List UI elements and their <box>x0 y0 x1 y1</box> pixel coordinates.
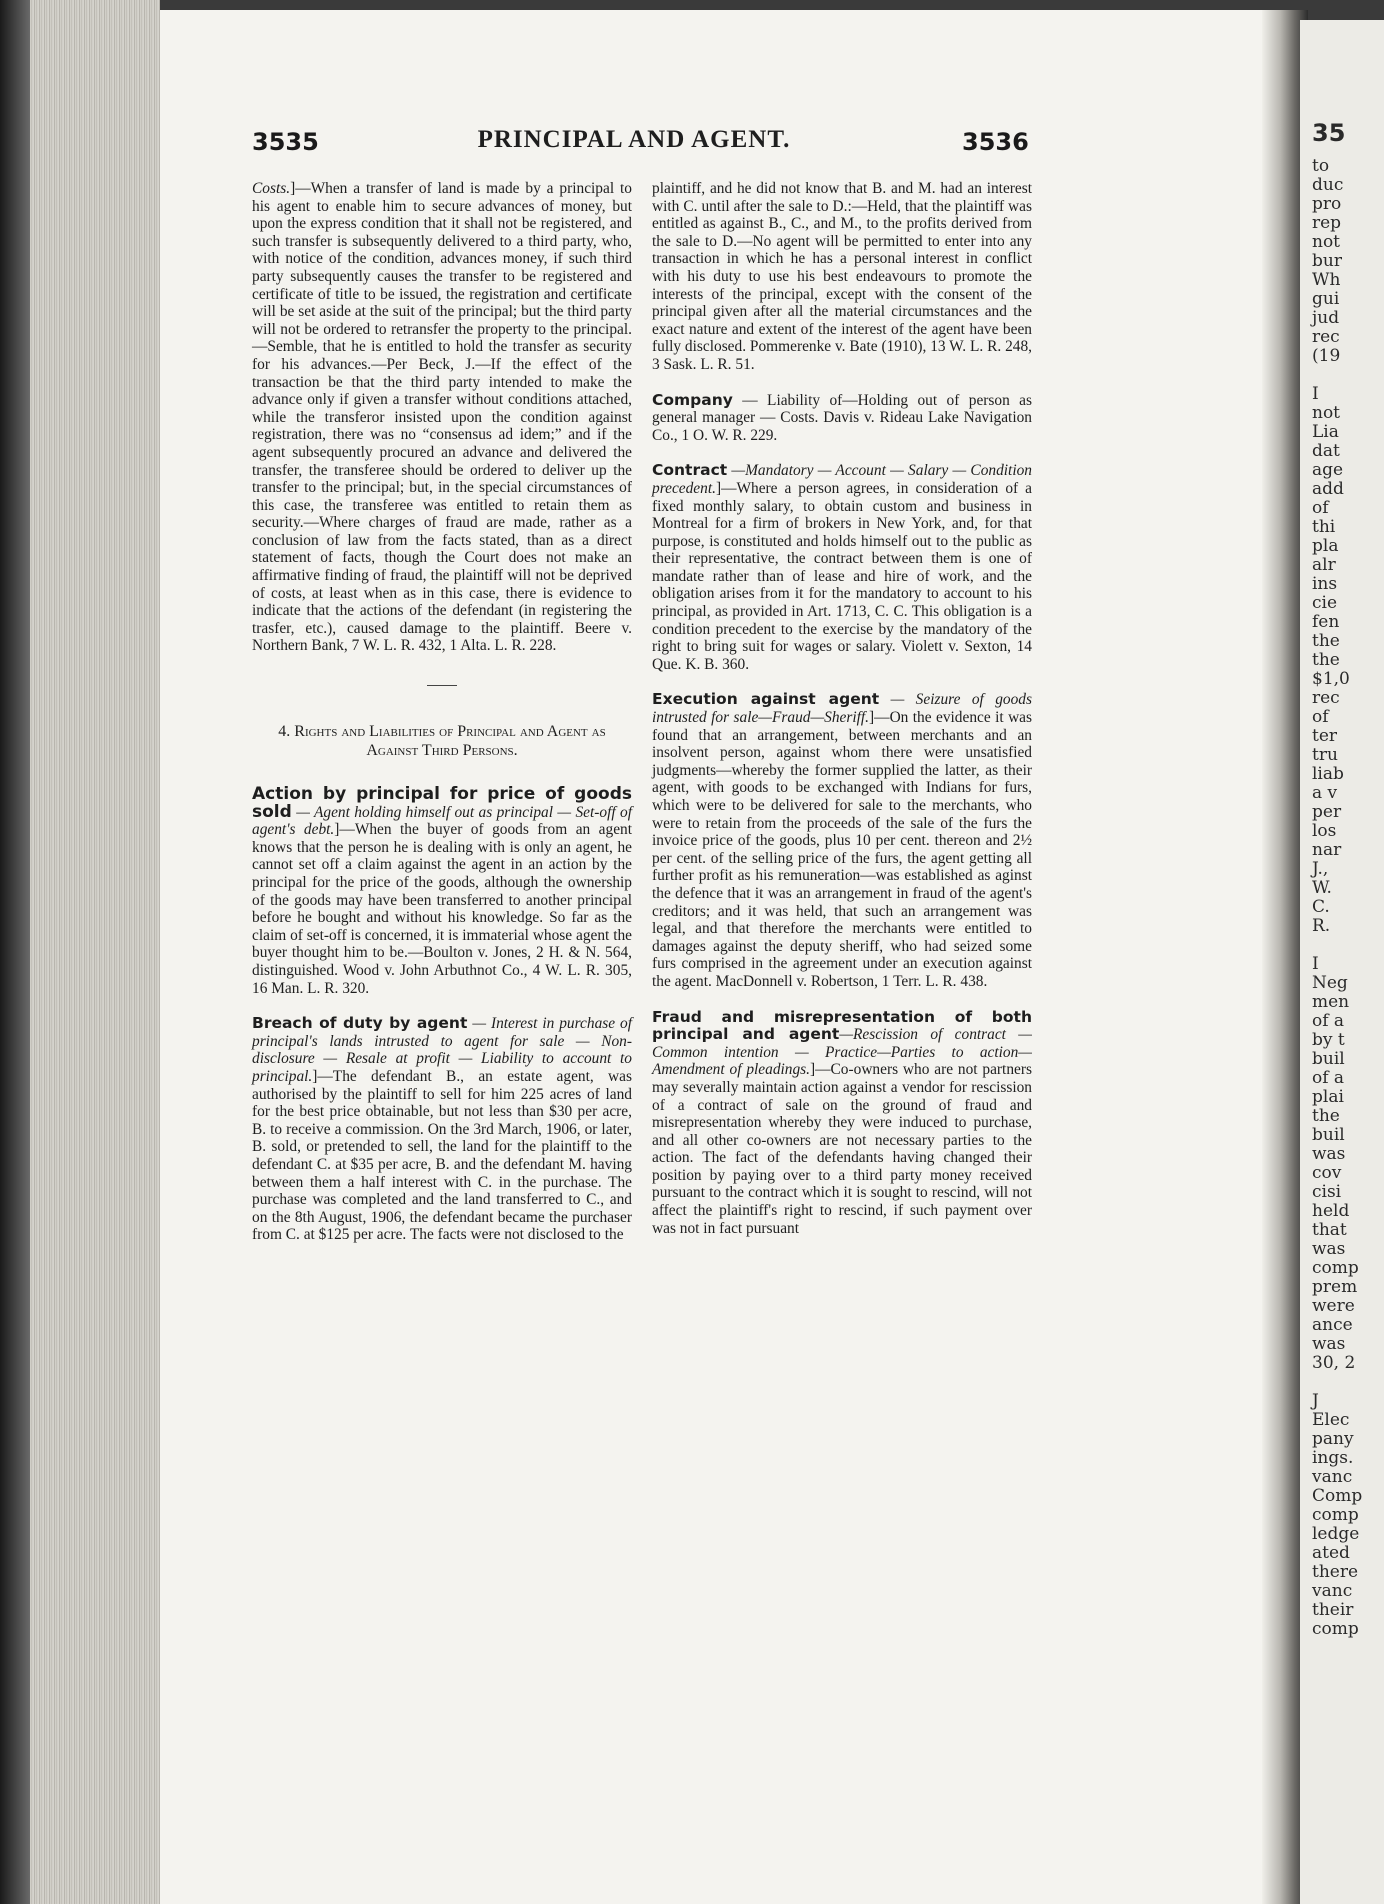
next-page-line: pro <box>1312 194 1342 214</box>
next-page-line: to <box>1312 156 1330 176</box>
next-page-line: not <box>1312 232 1341 252</box>
next-page-line: rep <box>1312 213 1342 233</box>
next-page-line: rec <box>1312 327 1340 347</box>
next-page-line: C. <box>1312 897 1330 917</box>
next-page-line: comp <box>1312 1505 1359 1525</box>
section-divider <box>427 685 457 686</box>
next-page-line: ter <box>1312 726 1338 746</box>
next-page-line: cisi <box>1312 1182 1342 1202</box>
next-page-line: fen <box>1312 612 1340 632</box>
right-page-number: 3536 <box>962 128 1029 156</box>
next-page-line: ledge <box>1312 1524 1360 1544</box>
next-page-line: los <box>1312 821 1337 841</box>
case-heading: Execution against agent <box>652 690 880 709</box>
next-page-line: ins <box>1312 574 1338 594</box>
next-page-line: held <box>1312 1201 1350 1221</box>
paragraph <box>652 392 1032 445</box>
paragraph <box>252 1015 632 1244</box>
next-page-line: nar <box>1312 840 1342 860</box>
case-subheading: —Mandatory — Account — Salary — Condition precedent. <box>652 462 1032 497</box>
next-page-line: that <box>1312 1220 1347 1240</box>
next-page-line: bur <box>1312 251 1342 271</box>
next-page-line: their <box>1312 1600 1354 1620</box>
next-page-line: Elec <box>1312 1410 1350 1430</box>
next-page-line: comp <box>1312 1258 1359 1278</box>
next-page-line: the <box>1312 631 1340 651</box>
next-page-line: age <box>1312 460 1344 480</box>
next-page-line: liab <box>1312 764 1344 784</box>
next-page-line: Neg <box>1312 973 1348 993</box>
next-page-line: I <box>1312 954 1319 974</box>
next-page-line: (19 <box>1312 346 1341 366</box>
right-column <box>652 180 1032 1255</box>
next-page-line: per <box>1312 802 1342 822</box>
paragraph-text: ]—Where a person agrees, in consideration of a fixed monthly salary, to obtain custom and business in Montreal for a firm of brokers in New York, and, for that purpose, is constituted and holds himself out to the public as their representative, the contract between them is one of mandate rather than of lease and hire of work, and the obligation arises from it for the mandatory to account to his principal, as provided in Art. 1713, C. C. This obligation is a condition precedent to the exercise by the mandatory of the right to bring suit for wages or salary. Violett v. Sexton, 14 Que. K. B. 360. <box>652 479 1032 673</box>
next-page-line: a v <box>1312 783 1338 803</box>
next-page-line: duc <box>1312 175 1344 195</box>
left-page-number: 3535 <box>252 128 319 156</box>
next-page-number: 35 <box>1312 119 1346 147</box>
next-page-line: by t <box>1312 1030 1345 1050</box>
next-page-line: comp <box>1312 1619 1359 1639</box>
next-page-line: of <box>1312 707 1329 727</box>
paragraph-text: ]—The defendant B., an estate agent, was authorised by the plaintiff to sell for him 225 acres of land for the best price obtainable, but not less than $30 per acre, B. to receive a commission. On the 3rd March, 1906, or later, B. sold, or pretended to sell, the land for the plaintiff to the defendant C. at $35 per acre, B. and the defendant M. having between them a half interest with C. in the purchase. The purchase was completed and the land transferred to C., and on the 8th August, 1906, the defendant became the purchaser from C. at $125 per acre. The facts were not disclosed to the <box>252 1067 632 1244</box>
left-column <box>252 180 632 1262</box>
next-page-line: J <box>1312 1391 1319 1411</box>
paragraph-lead: Costs. <box>252 180 291 197</box>
next-page-line <box>1300 1373 1384 1392</box>
paragraph-text: ]—When the buyer of goods from an agent knows that the person he is dealing with is only an agent, he cannot set off a claim against the agent in an action by the principal for the price of the goods, although the ownership of the goods may have been transferred to another principal before he bought and without his knowledge. So far as the claim of set-off is concerned, it is immaterial whose agent the buyer thought him to be.—Boulton v. Jones, 2 H. & N. 564, distinguished. Wood v. John Arbuthnot Co., 4 W. L. R. 305, 16 Man. L. R. 320. <box>252 821 633 997</box>
case-heading: Company <box>652 390 733 409</box>
next-page-line: prem <box>1312 1277 1358 1297</box>
paragraph <box>652 462 1032 673</box>
paragraph-text: plaintiff, and he did not know that B. and M. had an interest with C. until after the sale to D.:—Held, that the plaintiff was entitled as against B., C., and M., to the profits derived from the sale to D.—No agent will be permitted to enter into any transaction in which he has a personal interest in conflict with his duty to use his best endeavours to promote the interests of the principal, except with the consent of the principal given after all the material circumstances and the exact nature and extent of the interest of the agent have been fully disclosed. Pommerenke v. Bate (1910), 13 W. L. R. 248, 3 Sask. L. R. 51. <box>652 180 1032 373</box>
next-page-line: dat <box>1312 441 1340 461</box>
next-page-line: alr <box>1312 555 1336 575</box>
next-page-line: the <box>1312 650 1340 670</box>
next-page-line: vanc <box>1312 1581 1353 1601</box>
case-subheading: —Rescission of contract — Common intention — Practice—Parties to action—Amendment of pleadings. <box>652 1026 1032 1079</box>
case-heading: Fraud and misrepresentation of both principal and agent <box>652 1007 1032 1044</box>
paragraph <box>252 786 632 997</box>
next-page-line: was <box>1312 1334 1346 1354</box>
next-page-line: was <box>1312 1239 1346 1259</box>
next-page-line: pany <box>1312 1429 1354 1449</box>
next-page-line <box>1300 366 1384 385</box>
next-page-line: of <box>1312 498 1329 518</box>
next-page-line: plai <box>1312 1087 1344 1107</box>
next-page-line: gui <box>1312 289 1340 309</box>
paragraph-text: ]—Co-owners who are not partners may severally maintain action against a vendor for rescission of a contract of sale on the ground of fraud and misrepresentation whereby they were induced to purchase, and all other co-owners are not necessary parties to the action. The fact of the defendants having changed their position by paying over to a third party money received pursuant to the contract which it is sought to rescind, will not affect the plaintiff's right to rescind, if such payment over was not in fact pursuant <box>652 1061 1032 1237</box>
next-page-line: were <box>1312 1296 1355 1316</box>
next-page-line: of a <box>1312 1068 1345 1088</box>
case-heading: Action by principal for price of goods sold <box>252 784 632 822</box>
case-subheading: — Agent holding himself out as principal — Set-off of agent's debt. <box>252 803 632 839</box>
paragraph <box>652 691 1032 990</box>
running-head: PRINCIPAL AND AGENT. <box>477 126 791 153</box>
next-page-line: thi <box>1312 517 1336 537</box>
next-page-line: the <box>1312 1106 1340 1126</box>
case-heading: Breach of duty by agent <box>252 1014 468 1033</box>
next-page-line: pla <box>1312 536 1339 556</box>
next-page-line: of a <box>1312 1011 1345 1031</box>
next-page-line: cie <box>1312 593 1338 613</box>
next-page-line: was <box>1312 1144 1346 1164</box>
next-page-line: add <box>1312 479 1344 499</box>
next-page-line: J., <box>1312 859 1329 879</box>
next-page-fragment <box>1300 20 1384 1904</box>
book-edge-shadow <box>0 0 30 1904</box>
next-page-line: rec <box>1312 688 1340 708</box>
next-page-line: tru <box>1312 745 1338 765</box>
next-page-line: vanc <box>1312 1467 1353 1487</box>
case-subheading: — Seizure of goods intrusted for sale—Fraud—Sheriff. <box>652 691 1032 727</box>
paragraph <box>652 1009 1032 1238</box>
next-page-line: Comp <box>1312 1486 1363 1506</box>
next-page-line: I <box>1312 384 1319 404</box>
next-page-line <box>1300 936 1384 955</box>
next-page-line: men <box>1312 992 1350 1012</box>
paragraph-text: — Liability of—Holding out of person as general manager — Costs. Davis v. Rideau Lake Navigation Co., 1 O. W. R. 229. <box>652 391 1032 444</box>
next-page-line: $1,0 <box>1312 669 1350 689</box>
paragraph-text: ]—When a transfer of land is made by a principal to his agent to enable him to secure advances of money, but upon the express condition that it shall not be registered, and such transfer is subsequently delivered to a third party, who, with notice of the condition, advances money, if such third party subsequently causes the transfer to be registered and certificate of title to be issued, the registration and certificate will be set aside at the suit of the principal; but the third party will not be ordered to retransfer the property to the principal.—Semble, that he is entitled to hold the transfer as security for his advances.—Per Beck, J.—If the effect of the transaction be that the third party intended to make the advance only if given a transfer without conditions attached, while the transferor insisted upon the condition against registration, there was no “consensus ad idem;” and if the agent subsequently procured an advance and delivered the transfer, the transferee should be ordered to deliver up the transfer to the principal; but, in the special circumstances of this case, the transferee was entitled to retain them as security.—Where charges of fraud are made, rather as a conclusion of law from the facts stated, than as a direct statement of facts, though the Court does not make an affirmative finding of fraud, the plaintiff will not be deprived of costs, at least when as in this case, there is evidence to indicate that the actions of the defendant (in registering the trasfer, etc.), caused damage to the plaintiff. Beere v. Northern Bank, 7 W. L. R. 432, 1 Alta. L. R. 228. <box>252 180 632 655</box>
section-title: 4. Rights and Liabilities of Principal and Agent as Against Third Persons. <box>278 723 606 760</box>
next-page-line: R. <box>1312 916 1331 936</box>
next-page-line: there <box>1312 1562 1359 1582</box>
paragraph <box>252 180 632 655</box>
next-page-line: ings. <box>1312 1448 1354 1468</box>
next-page-line: Wh <box>1312 270 1341 290</box>
next-page-line: buil <box>1312 1049 1345 1069</box>
case-subheading: — Interest in purchase of principal's lands intrusted to agent for sale — Non-disclosure — Resale at profit — Liability to account to principal. <box>252 1015 632 1085</box>
next-page-line: ated <box>1312 1543 1350 1563</box>
next-page-lines <box>1300 143 1384 1639</box>
next-page-line: ance <box>1312 1315 1353 1335</box>
next-page-line: buil <box>1312 1125 1345 1145</box>
next-page-line: Lia <box>1312 422 1339 442</box>
next-page-line: W. <box>1312 878 1332 898</box>
next-page-line: cov <box>1312 1163 1342 1183</box>
next-page-line: 30, 2 <box>1312 1353 1356 1373</box>
next-page-line: not <box>1312 403 1341 423</box>
paragraph <box>652 180 1032 374</box>
case-heading: Contract <box>652 461 728 480</box>
next-page-line: jud <box>1312 308 1340 328</box>
paragraph-text: ]—On the evidence it was found that an arrangement, between merchants and an insolvent person, against whom there were unsatisfied judgments—whereby the former supplied the latter, as their agent, with goods to be exchanged with Indians for furs, which were to be delivered for sale to the merchants, who were to retain from the proceeds of the sale of the furs the invoice price of the goods, plus 10 per cent. thereon and 2½ per cent. of the selling price of the furs, the agent getting all further profit as his remuneration—was established as aginst the defence that it was an arrangement in fraud of the agent's creditors; and it was held, that such an arrangement was legal, and that therefore the merchants were entitled to damages against the deputy sheriff, who had seized some furs comprised in the agreement under an execution against the agent. MacDonnell v. Robertson, 1 Terr. L. R. 438. <box>652 709 1032 990</box>
